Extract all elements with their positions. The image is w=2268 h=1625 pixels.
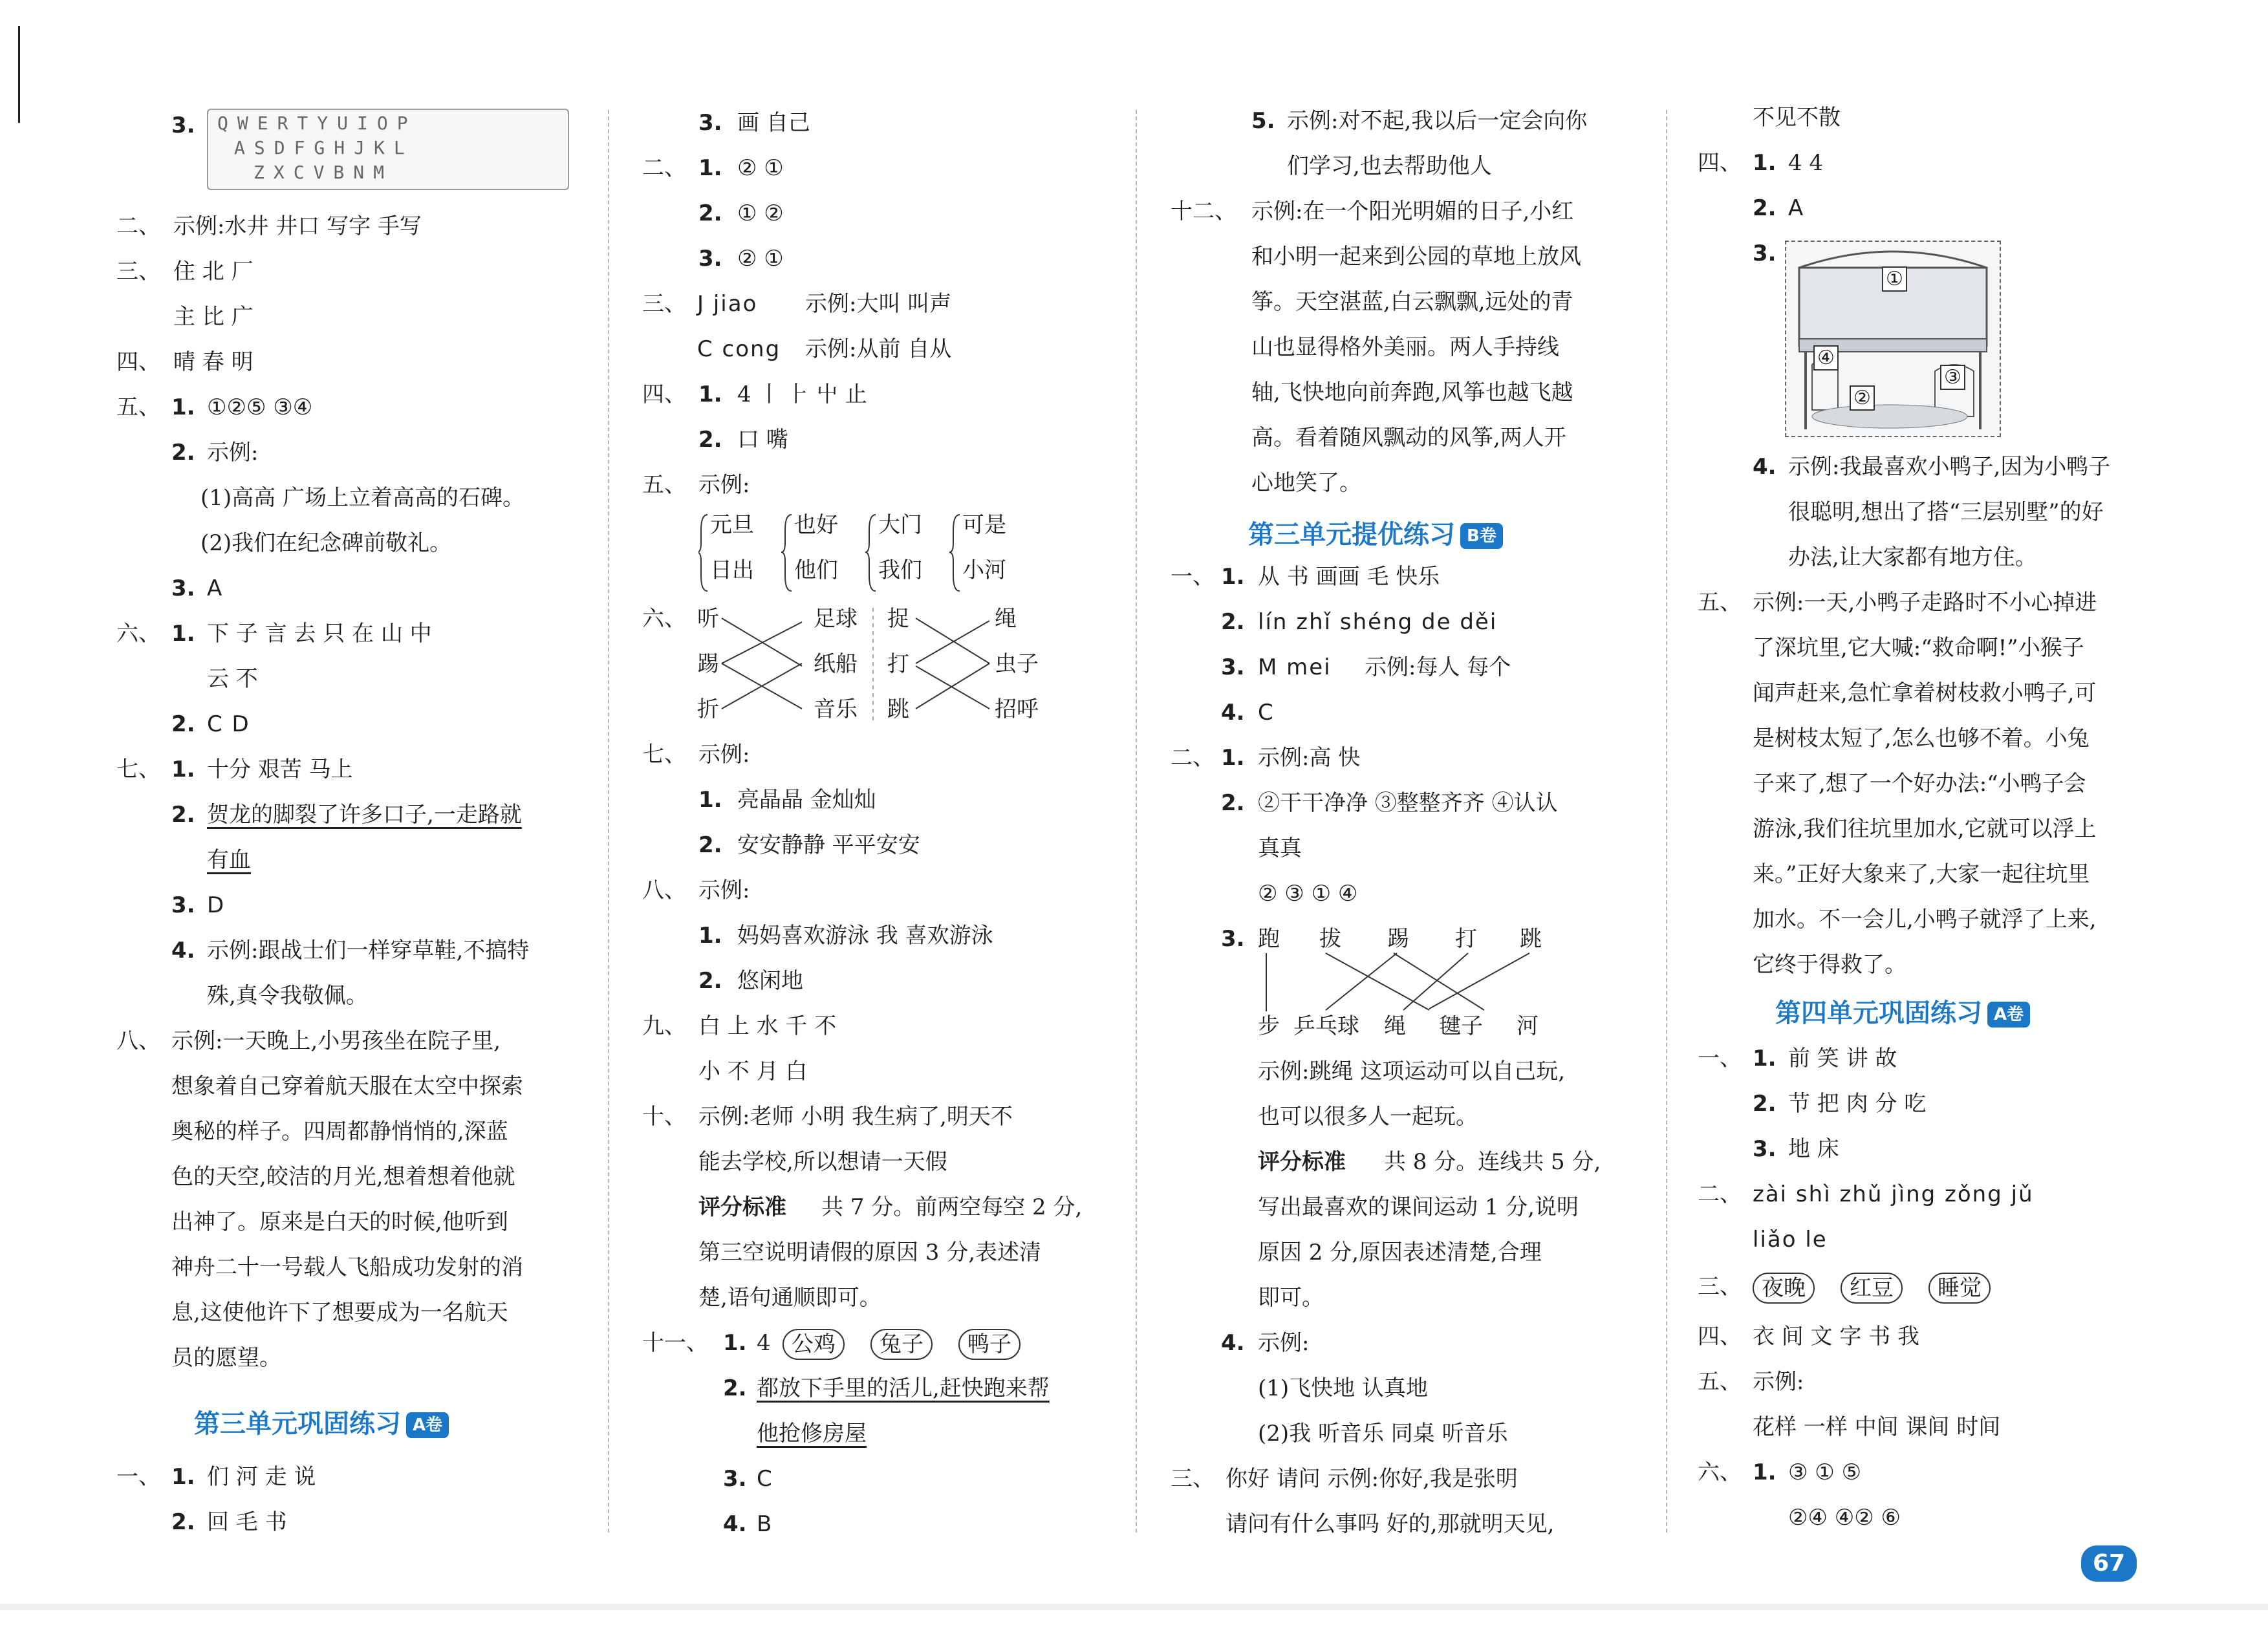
answer-text: 第三空说明请假的原因 3 分,表述清 xyxy=(698,1240,1042,1265)
item-number: 3. xyxy=(1221,654,1245,680)
circled-words xyxy=(783,1329,1046,1360)
item-number: 2. xyxy=(1753,195,1777,221)
page-number: 67 xyxy=(2081,1545,2137,1582)
picture-label: ② xyxy=(1850,385,1875,411)
item-number: 2. xyxy=(723,1375,747,1401)
section-label: 六、 xyxy=(1698,1459,1742,1485)
answer-text: (1)飞快地 认真地 xyxy=(1258,1375,1428,1401)
answer-text: 奥秘的样子。四周都静悄悄的,深蓝 xyxy=(171,1119,508,1145)
circled-word: 兔子 xyxy=(870,1329,933,1360)
answer-text: 前 笑 讲 故 xyxy=(1788,1046,1897,1071)
section-label: 三、 xyxy=(1698,1274,1742,1300)
keyboard-row: ZXCVBNM xyxy=(254,162,394,183)
section-label: 三、 xyxy=(1171,1466,1215,1492)
item-number: 3. xyxy=(1753,1136,1777,1162)
answer-text: 员的愿望。 xyxy=(171,1345,281,1371)
item-number: 4. xyxy=(1221,700,1245,726)
section-label: 四、 xyxy=(116,349,160,375)
item-number: 1. xyxy=(1221,564,1245,590)
answer-text: 高。看着随风飘动的风筝,两人开 xyxy=(1251,425,1566,451)
answer-text: ② ① xyxy=(737,155,784,181)
page-footer-band xyxy=(0,1604,2268,1610)
match-item: 跳 xyxy=(1520,926,1542,952)
match-item: 跳 xyxy=(887,696,909,722)
keyboard-figure xyxy=(207,109,569,190)
section-label: 五、 xyxy=(1698,590,1742,616)
answer-text: 了深坑里,它大喊:“救命啊!”小猴子 xyxy=(1753,635,2084,661)
item-number: 2. xyxy=(698,200,722,226)
answer-text: 示例: xyxy=(698,742,750,768)
answer-text: 示例:跟战士们一样穿草鞋,不搞特 xyxy=(207,938,530,963)
answer-text: 示例:每人 每个 xyxy=(1365,654,1511,680)
circled-word: 鸭子 xyxy=(958,1329,1021,1360)
circled-word: 睡觉 xyxy=(1928,1273,1991,1304)
item-number: 2. xyxy=(698,832,722,858)
section-label: 二、 xyxy=(1698,1181,1742,1207)
answer-text: 示例:从前 自从 xyxy=(805,336,952,362)
item-number: 1. xyxy=(1753,1046,1777,1071)
answer-text: (2)我 听音乐 同桌 听音乐 xyxy=(1258,1421,1508,1447)
match-item: 足球 xyxy=(814,606,858,632)
answer-text: 示例:一天,小鸭子走路时不小心掉进 xyxy=(1753,590,2097,616)
answer-text: 原因 2 分,原因表述清楚,合理 xyxy=(1258,1240,1542,1265)
match-item: 绳 xyxy=(1384,1013,1406,1039)
answer-text: 和小明一起来到公园的草地上放风 xyxy=(1251,244,1581,270)
item-number: 3. xyxy=(171,113,195,138)
match-item: 步 xyxy=(1258,1013,1280,1039)
answer-text: 示例: xyxy=(698,472,750,498)
answer-text: 想象着自己穿着航天服在太空中探索 xyxy=(171,1073,523,1099)
answer-text: 示例:在一个阳光明媚的日子,小红 xyxy=(1251,199,1574,224)
answer-text: 色的天空,皎洁的月光,想着想着他就 xyxy=(171,1164,515,1190)
answer-text: 地 床 xyxy=(1788,1136,1839,1162)
match-item: 踢 xyxy=(697,651,719,677)
answer-text: 小 不 月 白 xyxy=(698,1059,808,1084)
item-number: 1. xyxy=(1753,150,1777,176)
match-item: 打 xyxy=(887,651,909,677)
item-number: 1. xyxy=(171,621,195,647)
answer-text: 息,这使他许下了想要成为一名航天 xyxy=(171,1300,508,1326)
answer-text: ①②⑤ ③④ xyxy=(207,394,313,420)
section-label: 一、 xyxy=(1698,1046,1742,1071)
bed-illustration xyxy=(1785,241,2001,437)
matching-lines xyxy=(1255,951,1559,1022)
answer-text: zài shì zhǔ jìng zǒng jǔ xyxy=(1753,1181,2034,1207)
match-item: 听 xyxy=(697,606,719,632)
answer-text: 殊,真令我敬佩。 xyxy=(207,983,368,1009)
item-number: 3. xyxy=(171,576,195,601)
answer-text: 也可以很多人一起玩。 xyxy=(1258,1104,1478,1130)
section-label: 一、 xyxy=(1171,564,1215,590)
answer-text: 加水。不一会儿,小鸭子就浮了上来, xyxy=(1753,907,2097,932)
answer-text: 画 自己 xyxy=(737,110,810,136)
match-item: 纸船 xyxy=(814,651,858,677)
item-number: 3. xyxy=(171,892,195,918)
word: 大门 xyxy=(878,512,922,538)
circled-word: 红豆 xyxy=(1841,1273,1903,1304)
answer-text: 示例: xyxy=(207,440,259,466)
answer-text: 山也显得格外美丽。两人手持线 xyxy=(1251,334,1559,360)
answer-text: 回 毛 书 xyxy=(207,1509,287,1535)
answer-text: 示例:跳绳 这项运动可以自己玩, xyxy=(1258,1059,1566,1084)
item-number: 1. xyxy=(698,382,722,407)
answer-text: 云 不 xyxy=(207,666,258,692)
level-badge: A卷 xyxy=(1987,1002,2030,1028)
answer-text: A xyxy=(1788,195,1805,221)
answer-text: 轴,飞快地向前奔跑,风筝也越飞越 xyxy=(1251,380,1573,405)
picture-label: ① xyxy=(1882,266,1907,292)
item-number: 1. xyxy=(171,394,195,420)
section-label: 五、 xyxy=(116,394,160,420)
answer-text: 子来了,想了一个好办法:“小鸭子会 xyxy=(1753,771,2086,797)
answer-text: liǎo le xyxy=(1753,1227,1828,1253)
answer-text: 办法,让大家都有地方住。 xyxy=(1788,544,2037,570)
answer-text: 都放下手里的活儿,赶快跑来帮 xyxy=(757,1375,1050,1401)
item-number: 1. xyxy=(698,923,722,949)
picture-label: ④ xyxy=(1813,345,1839,371)
item-number: 1. xyxy=(723,1330,747,1356)
word: 小河 xyxy=(962,557,1006,583)
answer-text: 示例:我最喜欢小鸭子,因为小鸭子 xyxy=(1788,454,2111,480)
level-badge: A卷 xyxy=(406,1412,449,1438)
section-label: 十、 xyxy=(642,1104,686,1130)
section-label: 三、 xyxy=(642,291,686,317)
answer-text: 亮晶晶 金灿灿 xyxy=(737,787,876,813)
answer-text: 真真 xyxy=(1258,835,1302,861)
word: 我们 xyxy=(878,557,922,583)
section-label: 二、 xyxy=(116,213,160,239)
answer-text: (2)我们在纪念碑前敬礼。 xyxy=(200,530,452,556)
answer-text: C xyxy=(757,1466,773,1492)
answer-text: ②④ ④② ⑥ xyxy=(1788,1505,1901,1531)
answer-text: ② ① xyxy=(737,246,784,272)
answer-text: 衣 间 文 字 书 我 xyxy=(1753,1324,1920,1350)
item-number: 2. xyxy=(171,440,195,466)
answer-text: 悠闲地 xyxy=(737,968,803,994)
answer-text: 口 嘴 xyxy=(737,427,788,453)
item-number: 4. xyxy=(1221,1330,1245,1356)
word: 可是 xyxy=(962,512,1006,538)
answer-text: 白 上 水 千 不 xyxy=(698,1013,837,1039)
circled-word: 公鸡 xyxy=(783,1329,845,1360)
answer-text: 下 子 言 去 只 在 山 中 xyxy=(207,621,432,647)
section-label: 三、 xyxy=(116,259,160,285)
match-item: 毽子 xyxy=(1439,1013,1483,1039)
section-label: 十一、 xyxy=(642,1330,708,1356)
answer-text: J jiao xyxy=(697,291,758,317)
match-item: 音乐 xyxy=(814,696,858,722)
section-label: 四、 xyxy=(642,382,686,407)
word: 也好 xyxy=(794,512,838,538)
section-label: 六、 xyxy=(642,606,686,632)
answer-text: B xyxy=(757,1511,773,1537)
item-number: 2. xyxy=(698,968,722,994)
word: 日出 xyxy=(710,557,754,583)
item-number: 3. xyxy=(1221,926,1245,952)
binding-mark xyxy=(18,26,20,123)
picture-label: ③ xyxy=(1940,365,1965,390)
answer-text: 即可。 xyxy=(1258,1285,1324,1311)
answer-text: 它终于得救了。 xyxy=(1753,952,1906,978)
section-title: 第四单元巩固练习 A卷 xyxy=(1775,993,2030,1029)
column-divider xyxy=(1136,110,1137,1533)
answer-text: 有血 xyxy=(207,847,251,873)
circled-word: 夜晚 xyxy=(1753,1273,1815,1304)
answer-text: 示例: xyxy=(698,877,750,903)
answer-text: 示例:对不起,我以后一定会向你 xyxy=(1287,108,1588,134)
section-title: 第三单元巩固练习 A卷 xyxy=(194,1403,449,1440)
answer-text: 共 7 分。前两空每空 2 分, xyxy=(821,1194,1083,1220)
match-item: 河 xyxy=(1517,1013,1539,1039)
section-label: 五、 xyxy=(1698,1369,1742,1395)
answer-text: 他抢修房屋 xyxy=(757,1421,867,1447)
answer-text: 来。”正好大象来了,大家一起往坑里 xyxy=(1753,861,2090,887)
section-label: 六、 xyxy=(116,621,160,647)
item-number: 3. xyxy=(723,1466,747,1492)
item-number: 4. xyxy=(723,1511,747,1537)
section-label: 九、 xyxy=(642,1013,686,1039)
answer-text: ②干干净净 ③整整齐齐 ④认认 xyxy=(1258,790,1558,816)
match-item: 乒乓球 xyxy=(1293,1013,1359,1039)
answer-text: 示例:一天晚上,小男孩坐在院子里, xyxy=(171,1028,501,1054)
item-number: 4. xyxy=(1753,454,1777,480)
match-item: 拔 xyxy=(1319,926,1341,952)
answer-text: 神舟二十一号载人飞船成功发射的消 xyxy=(171,1254,523,1280)
section-label: 七、 xyxy=(116,757,160,782)
answer-text: 你好 请问 示例:你好,我是张明 xyxy=(1226,1466,1518,1492)
answer-text: 能去学校,所以想请一天假 xyxy=(698,1149,947,1175)
answer-text: 示例:高 快 xyxy=(1258,745,1361,771)
answer-text: 请问有什么事吗 好的,那就明天见, xyxy=(1226,1511,1555,1537)
section-label: 八、 xyxy=(642,877,686,903)
answer-text: 节 把 肉 分 吃 xyxy=(1788,1091,1927,1117)
answer-text: C cong xyxy=(697,336,781,362)
answer-text: A xyxy=(207,576,224,601)
answer-text: ③ ① ⑤ xyxy=(1788,1459,1862,1485)
item-number: 3. xyxy=(698,246,722,272)
item-number: 1. xyxy=(698,155,722,181)
column-divider xyxy=(1666,110,1667,1533)
answer-text: 出神了。原来是白天的时候,他听到 xyxy=(171,1209,508,1235)
answer-text: 妈妈喜欢游泳 我 喜欢游泳 xyxy=(737,923,993,949)
answer-text: 十分 艰苦 马上 xyxy=(207,757,353,782)
section-label: 四、 xyxy=(1698,150,1742,176)
scoring-label: 评分标准 xyxy=(1258,1149,1346,1175)
match-item: 折 xyxy=(697,696,719,722)
item-number: 1. xyxy=(171,757,195,782)
item-number: 2. xyxy=(1221,790,1245,816)
answer-text: 是树枝太短了,怎么也够不着。小兔 xyxy=(1753,726,2090,751)
item-number: 2. xyxy=(1753,1091,1777,1117)
answer-text: 很聪明,想出了搭“三层别墅”的好 xyxy=(1788,499,2104,525)
answer-text: 晴 春 明 xyxy=(173,349,254,375)
answer-text: (1)高高 广场上立着高高的石碑。 xyxy=(200,485,524,511)
answer-text: 花样 一样 中间 课间 时间 xyxy=(1753,1414,2001,1440)
answer-text: ① ② xyxy=(737,200,784,226)
answer-text: 住 北 厂 xyxy=(173,259,254,285)
circled-words xyxy=(1753,1273,2016,1304)
item-number: 1. xyxy=(698,787,722,813)
section-label: 四、 xyxy=(1698,1324,1742,1350)
item-number: 3. xyxy=(698,110,722,136)
answer-text: 主 比 广 xyxy=(173,304,254,330)
column-divider xyxy=(608,110,609,1533)
scoring-label: 评分标准 xyxy=(698,1194,786,1220)
match-item: 打 xyxy=(1455,926,1477,952)
section-label: 一、 xyxy=(116,1464,160,1490)
answer-text: 心地笑了。 xyxy=(1251,470,1361,496)
section-label: 五、 xyxy=(642,472,686,498)
answer-text: 楚,语句通顺即可。 xyxy=(698,1285,881,1311)
answer-text: C xyxy=(1258,700,1275,726)
answer-text: 安安静静 平平安安 xyxy=(737,832,920,858)
answer-text: 写出最喜欢的课间运动 1 分,说明 xyxy=(1258,1194,1579,1220)
answer-text: 游泳,我们往坑里加水,它就可以浮上 xyxy=(1753,816,2097,842)
answer-text: 示例:水井 井口 写字 手写 xyxy=(173,213,422,239)
item-number: 2. xyxy=(698,427,722,453)
keyboard-row: ASDFGHJKL xyxy=(234,137,414,158)
word: 他们 xyxy=(794,557,838,583)
match-item: 踢 xyxy=(1387,926,1409,952)
answer-text: 示例: xyxy=(1753,1369,1804,1395)
answer-text: 不见不散 xyxy=(1753,105,1841,131)
answer-text: C D xyxy=(207,711,250,737)
match-item: 招呼 xyxy=(995,696,1039,722)
answer-text: 示例:老师 小明 我生病了,明天不 xyxy=(698,1104,1013,1130)
section-label: 八、 xyxy=(116,1028,160,1054)
item-number: 2. xyxy=(171,802,195,828)
item-number: 2. xyxy=(1221,609,1245,635)
level-badge: B卷 xyxy=(1460,523,1503,549)
answer-text: 从 书 画画 毛 快乐 xyxy=(1258,564,1440,590)
match-item: 虫子 xyxy=(995,651,1039,677)
answer-text: 4 4 xyxy=(1788,150,1824,176)
item-number: 1. xyxy=(1753,1459,1777,1485)
item-number: 5. xyxy=(1251,108,1275,134)
answer-text: 们学习,也去帮助他人 xyxy=(1287,153,1492,179)
answer-text: 筝。天空湛蓝,白云飘飘,远处的青 xyxy=(1251,289,1573,315)
section-label: 二、 xyxy=(1171,745,1215,771)
answer-text: 4 xyxy=(757,1330,771,1356)
item-number: 4. xyxy=(171,938,195,963)
answer-text: 贺龙的脚裂了许多口子,一走路就 xyxy=(207,802,522,828)
answer-text: 们 河 走 说 xyxy=(207,1464,316,1490)
item-number: 3. xyxy=(1753,241,1777,266)
item-number: 2. xyxy=(171,1509,195,1535)
word: 元旦 xyxy=(710,512,754,538)
answer-text: 共 8 分。连线共 5 分, xyxy=(1384,1149,1601,1175)
answer-text: ② ③ ① ④ xyxy=(1258,881,1358,907)
item-number: 1. xyxy=(1221,745,1245,771)
keyboard-row: QWERTYUIOP xyxy=(217,113,417,134)
answer-text: 闻声赶来,急忙拿着树枝救小鸭子,可 xyxy=(1753,680,2097,706)
section-label: 七、 xyxy=(642,742,686,768)
match-item: 捉 xyxy=(887,606,909,632)
answer-text: lín zhǐ shéng de děi xyxy=(1258,609,1498,635)
section-label: 十二、 xyxy=(1171,199,1237,224)
item-number: 2. xyxy=(171,711,195,737)
match-item: 跑 xyxy=(1258,926,1280,952)
section-label: 二、 xyxy=(642,155,686,181)
match-item: 绳 xyxy=(995,606,1017,632)
section-title: 第三单元提优练习 B卷 xyxy=(1248,514,1503,551)
answer-text: 示例: xyxy=(1258,1330,1310,1356)
answer-text: M mei xyxy=(1258,654,1332,680)
answer-text: 4 丨 ⺊ 屮 止 xyxy=(737,382,867,407)
answer-text: 示例:大叫 叫声 xyxy=(805,291,952,317)
answer-text: D xyxy=(207,892,226,918)
item-number: 1. xyxy=(171,1464,195,1490)
